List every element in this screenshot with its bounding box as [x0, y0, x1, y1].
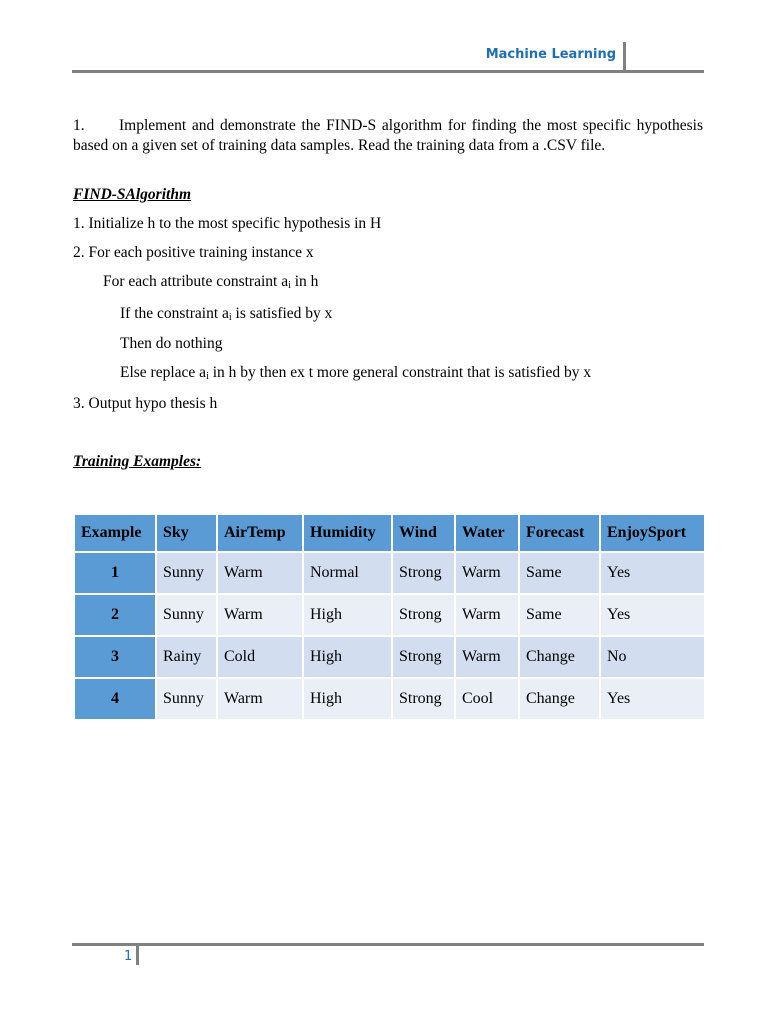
water-cell: Warm — [456, 595, 518, 635]
footer-divider-bar — [136, 945, 139, 965]
forecast-cell: Same — [520, 595, 599, 635]
inner-step-2-text: If the constraint a — [120, 305, 229, 322]
training-heading: Training Examples: — [73, 453, 202, 470]
example-number-cell: 4 — [75, 679, 155, 719]
header-divider-bar — [623, 42, 626, 70]
page-number: 1 — [124, 949, 133, 964]
humidity-cell: High — [304, 679, 391, 719]
table-row — [75, 637, 704, 677]
forecast-cell: Change — [520, 679, 599, 719]
wind-cell: Strong — [393, 595, 454, 635]
subscript-i: i — [288, 280, 291, 291]
algorithm-inner-step-1 — [73, 272, 703, 292]
header-title: Machine Learning — [485, 47, 616, 62]
airtemp-cell: Warm — [218, 595, 302, 635]
enjoysport-cell: No — [601, 637, 704, 677]
water-cell: Cool — [456, 679, 518, 719]
table-header-row — [75, 515, 704, 551]
task-number: 1. — [73, 117, 85, 134]
sky-cell: Sunny — [157, 679, 216, 719]
forecast-cell: Change — [520, 637, 599, 677]
sky-cell: Sunny — [157, 595, 216, 635]
algorithm-inner-step-3: Then do nothing — [120, 335, 223, 352]
document-body — [73, 116, 703, 472]
training-examples-table — [73, 513, 706, 721]
airtemp-cell: Warm — [218, 679, 302, 719]
algorithm-step-2: 2. For each positive training instance x — [73, 244, 314, 261]
wind-cell: Strong — [393, 553, 454, 593]
sky-cell: Sunny — [157, 553, 216, 593]
algorithm-inner-step-2 — [73, 304, 703, 324]
water-cell: Warm — [456, 637, 518, 677]
column-header-example: Example — [75, 515, 155, 551]
forecast-cell: Same — [520, 553, 599, 593]
task-description — [73, 116, 703, 156]
algorithm-heading: FIND-SAlgorithm — [73, 186, 192, 203]
enjoysport-cell: Yes — [601, 595, 704, 635]
column-header-airtemp: AirTemp — [218, 515, 302, 551]
column-header-sky: Sky — [157, 515, 216, 551]
enjoysport-cell: Yes — [601, 553, 704, 593]
example-number-cell: 1 — [75, 553, 155, 593]
airtemp-cell: Cold — [218, 637, 302, 677]
inner-step-1-text: For each attribute constraint a — [103, 273, 289, 290]
algorithm-step-3: 3. Output hypo thesis h — [73, 395, 218, 412]
enjoysport-cell: Yes — [601, 679, 704, 719]
humidity-cell: High — [304, 637, 391, 677]
inner-step-2-text-end: is satisfied by x — [231, 305, 333, 322]
column-header-water: Water — [456, 515, 518, 551]
table-row — [75, 679, 704, 719]
task-text: Implement and demonstrate the FIND-S algorithm for finding the most specific hypothesis based on a given set of training data samples. Read the training data from a .CSV file. — [73, 117, 703, 154]
footer-rule — [72, 943, 704, 946]
sky-cell: Rainy — [157, 637, 216, 677]
airtemp-cell: Warm — [218, 553, 302, 593]
table-row — [75, 553, 704, 593]
algorithm-step-1: 1. Initialize h to the most specific hypothesis in H — [73, 215, 382, 232]
column-header-wind: Wind — [393, 515, 454, 551]
water-cell: Warm — [456, 553, 518, 593]
example-number-cell: 3 — [75, 637, 155, 677]
humidity-cell: High — [304, 595, 391, 635]
column-header-forecast: Forecast — [520, 515, 599, 551]
header-rule — [72, 70, 704, 73]
subscript-i: i — [228, 312, 232, 323]
wind-cell: Strong — [393, 679, 454, 719]
column-header-humidity: Humidity — [304, 515, 391, 551]
example-number-cell: 2 — [75, 595, 155, 635]
column-header-enjoysport: EnjoySport — [601, 515, 704, 551]
inner-step-4-text: Else replace a — [120, 364, 207, 381]
algorithm-inner-step-4 — [73, 363, 703, 383]
table-row — [75, 595, 704, 635]
inner-step-1-text-end: in h — [290, 273, 319, 290]
inner-step-4-text-end: in h by then ex t more general constraint that is satisfied by x — [208, 364, 592, 381]
subscript-i: i — [206, 371, 209, 382]
humidity-cell: Normal — [304, 553, 391, 593]
wind-cell: Strong — [393, 637, 454, 677]
